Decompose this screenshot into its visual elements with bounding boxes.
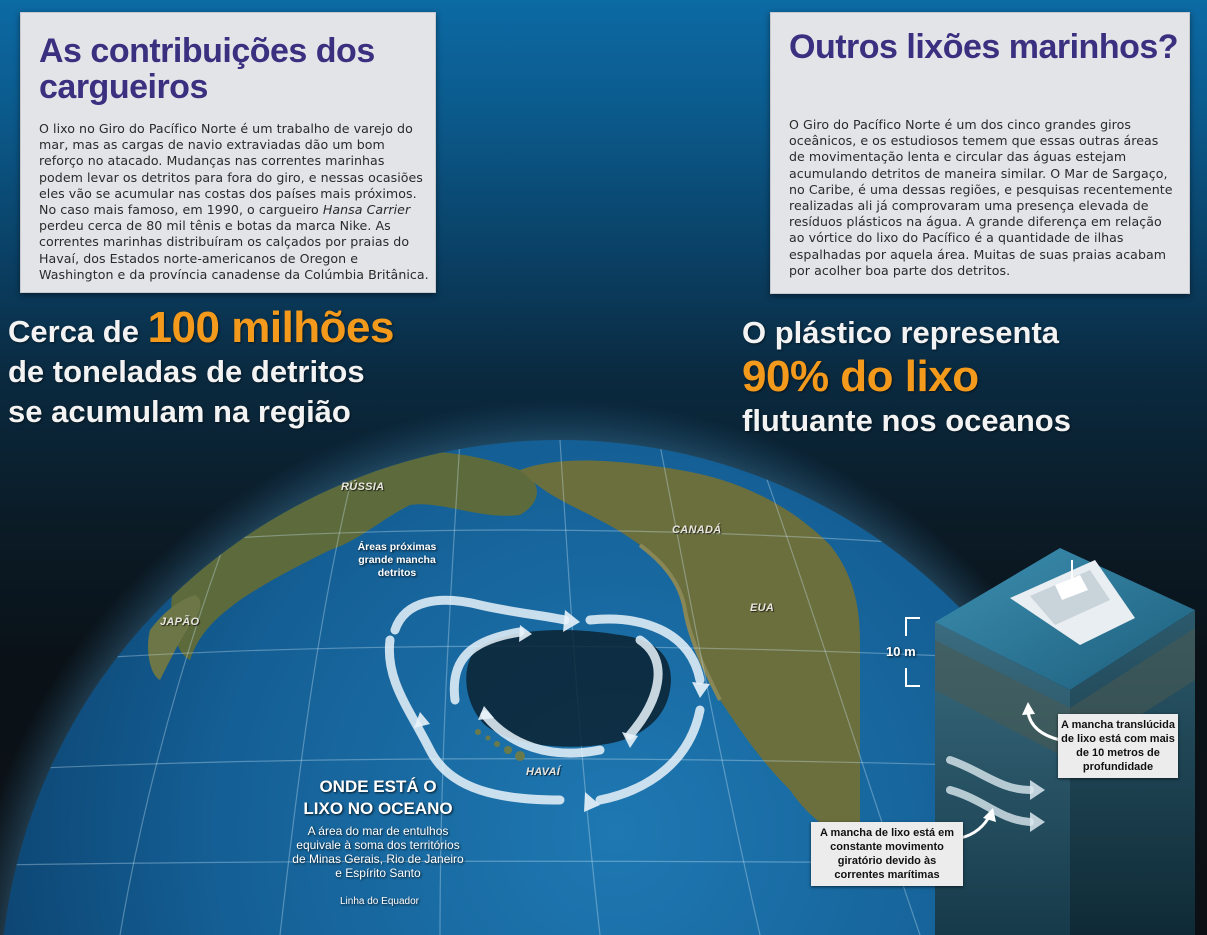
box-body: O lixo no Giro do Pacífico Norte é um trabalho de varejo do mar, mas as cargas de navio extraviadas dão um bom reforço no atacado. Mudanças nas correntes marinhas podem levar os detritos para fora do giro, e nessas ocasiões eles vão se acumular nas costas dos países mais próximos. No caso mais famoso, em 1990, o cargueiro Hansa Carrier perdeu cerca de 80 mil tênis e botas da marca Nike. As correntes marinhas distribuíram os calçados por praias do Havaí, dos Estados norte-americanos de Oregon e Washington e da província canadense da Colúmbia Britânica. xyxy=(39,121,429,282)
info-box-outros-lixoes xyxy=(770,12,1190,294)
box-body: O Giro do Pacífico Norte é um dos cinco grandes giros oceânicos, e os estudiosos temem que essas outras áreas de movimentação lenta e circular das águas estejam acumulando detritos de maneira similar. O Mar de Sargaço, no Caribe, é uma dessas regiões, e pesquisas recentemente realizadas ali já comprovaram uma presença elevada de resíduos plásticos na água. A grande diferença em relação ao vórtice do lixo do Pacífico é a quantidade de ilhas espalhadas por aquela área. Muitas de suas praias acabam por acolher boa parte dos detritos. xyxy=(789,117,1173,278)
label-japao: JAPÃO xyxy=(160,616,200,628)
label-canada: CANADÁ xyxy=(672,524,722,536)
label-russia: RÚSSIA xyxy=(341,481,385,493)
depth-label: 10 m xyxy=(886,644,916,659)
label-equator: Linha do Equador xyxy=(340,896,419,907)
headline-90-porcento: O plástico representa 90% do lixo flutuante nos oceanos xyxy=(742,315,1071,438)
label-havai: HAVAÍ xyxy=(526,766,561,778)
label-eua: EUA xyxy=(750,602,775,614)
info-box-cargueiros xyxy=(20,12,436,293)
box-title: Outros lixões marinhos? xyxy=(789,28,1179,66)
box-title: As contribuições dos cargueiros xyxy=(39,32,375,106)
headline-100-milhoes: Cerca de 100 milhões de toneladas de detritos se acumulam na região xyxy=(8,303,394,429)
callout-depth: A mancha translúcida de lixo está com mais de 10 metros de profundidade xyxy=(1058,714,1178,778)
label-areas-proximas: Áreas próximas grande mancha detritos xyxy=(357,541,437,579)
callout-movement: A mancha de lixo está em constante movimento giratório devido às correntes marítimas xyxy=(811,822,963,886)
where-is-trash-block: ONDE ESTÁ O LIXO NO OCEANO A área do mar de entulhos equivale à soma dos territórios de Minas Gerais, Rio de Janeiro e Espírito Santo xyxy=(292,777,464,880)
